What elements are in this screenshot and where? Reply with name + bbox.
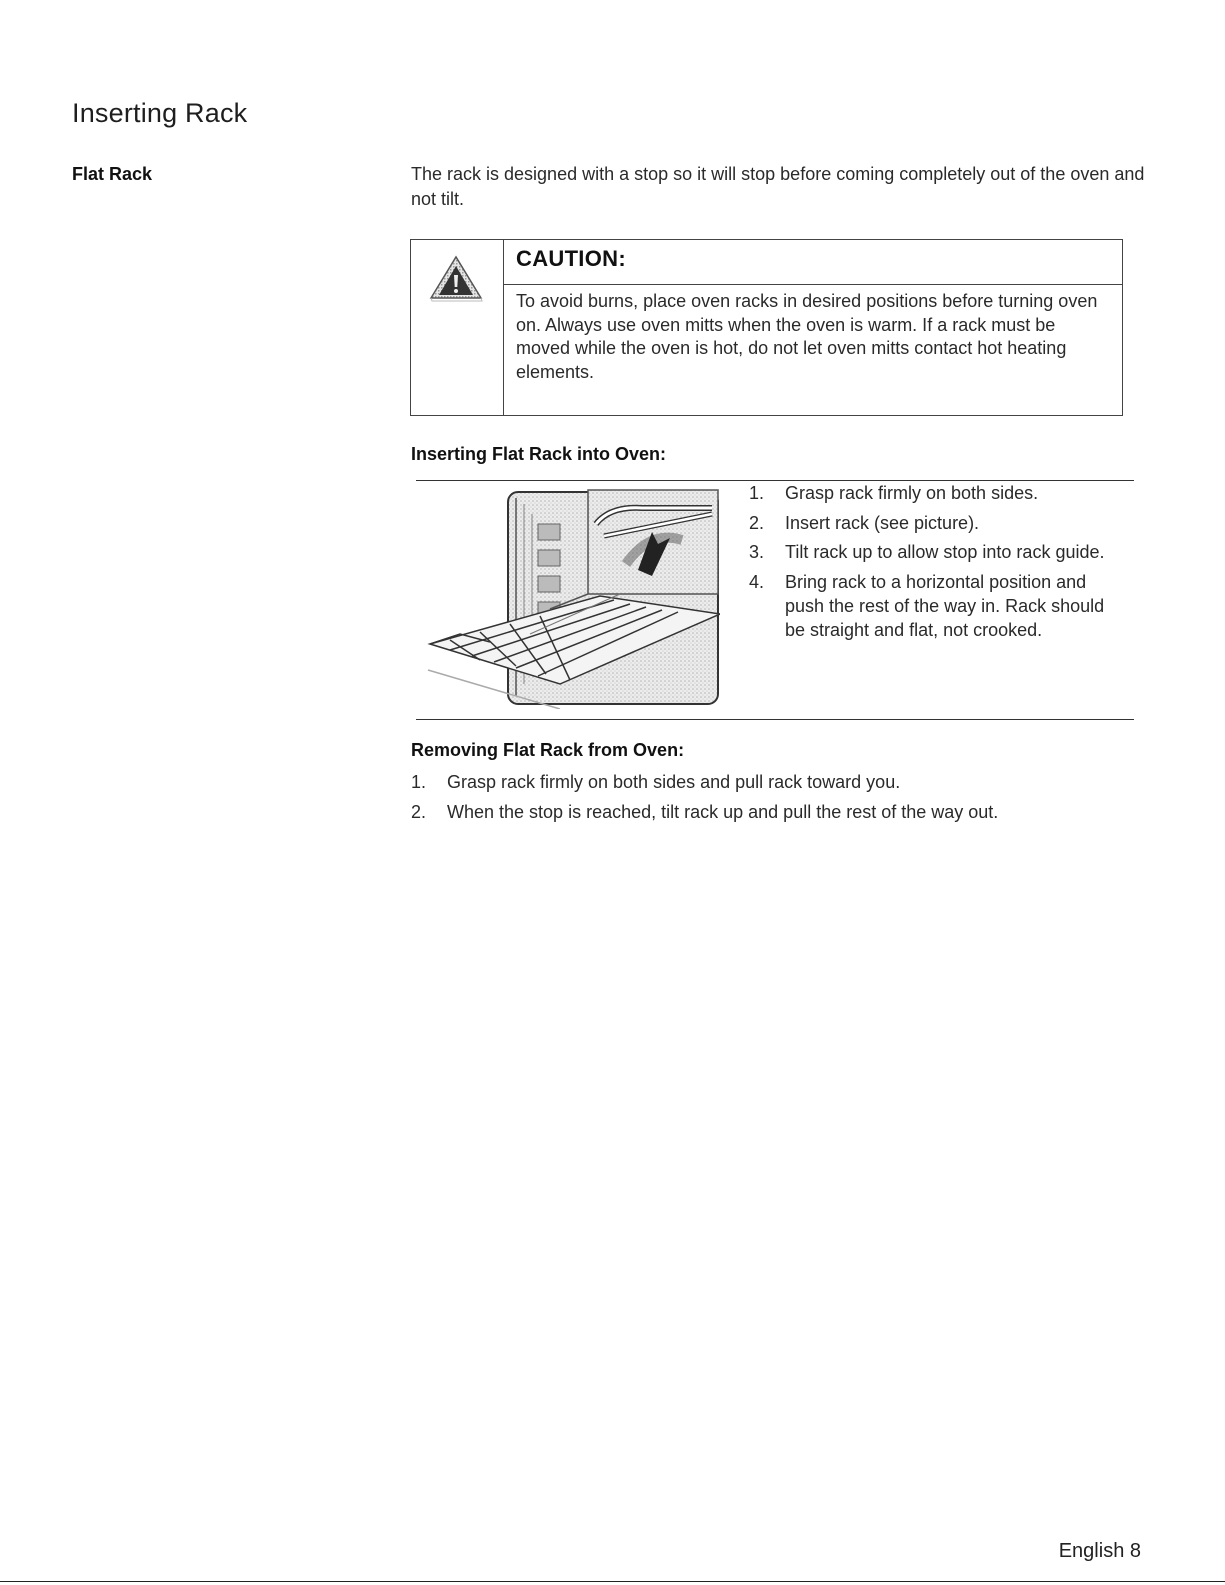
intro-paragraph: The rack is designed with a stop so it will stop before coming completely out of the oven and not tilt. xyxy=(411,164,1145,209)
list-item: 1. Grasp rack firmly on both sides and pull rack toward you. xyxy=(411,772,901,792)
caution-icon-cell xyxy=(411,240,504,415)
inserting-heading: Inserting Flat Rack into Oven: xyxy=(411,444,667,464)
page-number: English 8 xyxy=(1058,1540,1141,1562)
list-item: 2. When the stop is reached, tilt rack up and pull the rest of the way out. xyxy=(411,802,999,822)
inserting-steps-list xyxy=(749,481,1124,647)
list-item: 2. Insert rack (see picture). xyxy=(749,512,980,533)
list-item: 4. Bring rack to a horizontal position and push the rest of the way in. Rack should be straight and flat, not crooked. xyxy=(749,571,1105,640)
caution-box xyxy=(410,239,1123,416)
list-item: 1. Grasp rack firmly on both sides. xyxy=(749,483,1039,503)
removing-heading: Removing Flat Rack from Oven: xyxy=(411,740,685,760)
page-title: Inserting Rack xyxy=(72,98,248,128)
removing-steps-list xyxy=(411,770,1131,830)
section-label-flat-rack: Flat Rack xyxy=(72,164,153,184)
caution-title: CAUTION: xyxy=(516,246,626,271)
bottom-border-line xyxy=(0,1581,1225,1582)
warning-triangle-icon xyxy=(429,254,483,302)
inserting-bottom-divider xyxy=(416,719,1134,720)
oven-rack-insertion-illustration xyxy=(420,484,720,709)
caution-header xyxy=(503,240,1122,285)
list-item: 3. Tilt rack up to allow stop into rack guide. xyxy=(749,542,1105,562)
caution-text: To avoid burns, place oven racks in desired positions before turning oven on. Always use oven mitts when the oven is warm. If a rack must be moved while the oven is hot, do not let oven mitts contact hot heating elements. xyxy=(516,291,1098,382)
